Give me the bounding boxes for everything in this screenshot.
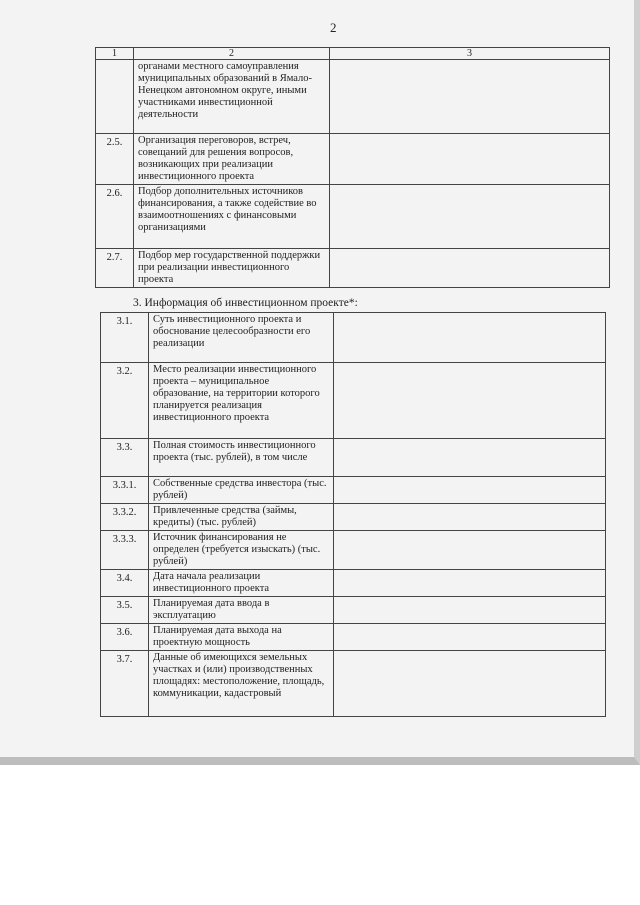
row-number: 3.3.3. (101, 531, 149, 570)
row-text: Полная стоимость инвестиционного проекта (тыс. рублей), в том числе (149, 439, 334, 477)
row-value (334, 439, 606, 477)
table-row (101, 651, 606, 717)
row-text: Данные об имеющихся земельных участках и (или) производственных площадях: местоположение, площадь, коммуникации, кадастровый (149, 651, 334, 717)
row-text: Дата начала реализации инвестиционного проекта (149, 570, 334, 597)
row-number: 3.7. (101, 651, 149, 717)
row-text: Подбор мер государственной поддержки при реализации инвестиционного проекта (134, 249, 330, 288)
row-value (334, 477, 606, 504)
row-value (330, 134, 610, 185)
row-value (334, 363, 606, 439)
table-row (101, 477, 606, 504)
row-text: Привлеченные средства (займы, кредиты) (тыс. рублей) (149, 504, 334, 531)
row-number: 3.2. (101, 363, 149, 439)
row-number: 3.3.1. (101, 477, 149, 504)
row-text: Суть инвестиционного проекта и обоснование целесообразности его реализации (149, 313, 334, 363)
table-row (101, 624, 606, 651)
table-row (101, 570, 606, 597)
table-row (96, 60, 610, 134)
row-value (334, 504, 606, 531)
row-text: Место реализации инвестиционного проекта – муниципальное образование, на территории которого планируется реализация инвестиционного проекта (149, 363, 334, 439)
table-row (101, 531, 606, 570)
table-row (101, 597, 606, 624)
row-number: 3.5. (101, 597, 149, 624)
row-text: Подбор дополнительных источников финансирования, а также содействие во взаимоотношениях с финансовыми организациями (134, 185, 330, 249)
table-row (101, 313, 606, 363)
column-header: 3 (330, 48, 610, 60)
row-text: органами местного самоуправления муниципальных образований в Ямало-Ненецком автономном округе, иными участниками инвестиционной деятельности (134, 60, 330, 134)
table-row (96, 249, 610, 288)
row-number: 3.1. (101, 313, 149, 363)
table-row (101, 504, 606, 531)
row-text: Собственные средства инвестора (тыс. рублей) (149, 477, 334, 504)
row-number: 2.6. (96, 185, 134, 249)
section-title: 3. Информация об инвестиционном проекте*: (133, 297, 358, 309)
row-value (334, 313, 606, 363)
row-text: Источник финансирования не определен (требуется изыскать) (тыс. рублей) (149, 531, 334, 570)
row-value (330, 60, 610, 134)
column-header: 1 (96, 48, 134, 60)
row-value (334, 651, 606, 717)
table-row (101, 363, 606, 439)
row-text: Планируемая дата ввода в эксплуатацию (149, 597, 334, 624)
row-value (334, 597, 606, 624)
row-number: 3.6. (101, 624, 149, 651)
row-number: 2.5. (96, 134, 134, 185)
row-number: 3.3. (101, 439, 149, 477)
row-number: 3.4. (101, 570, 149, 597)
row-value (330, 185, 610, 249)
table-header-row (96, 48, 610, 60)
row-text: Планируемая дата выхода на проектную мощность (149, 624, 334, 651)
project-info-table (100, 312, 606, 717)
page-number: 2 (330, 20, 337, 35)
row-value (334, 570, 606, 597)
row-value (330, 249, 610, 288)
row-text: Организация переговоров, встреч, совещаний для решения вопросов, возникающих при реализации инвестиционного проекта (134, 134, 330, 185)
row-number: 3.3.2. (101, 504, 149, 531)
row-value (334, 624, 606, 651)
column-header: 2 (134, 48, 330, 60)
services-table (95, 47, 610, 288)
row-number (96, 60, 134, 134)
table-row (96, 134, 610, 185)
row-number: 2.7. (96, 249, 134, 288)
table-row (96, 185, 610, 249)
table-row (101, 439, 606, 477)
row-value (334, 531, 606, 570)
